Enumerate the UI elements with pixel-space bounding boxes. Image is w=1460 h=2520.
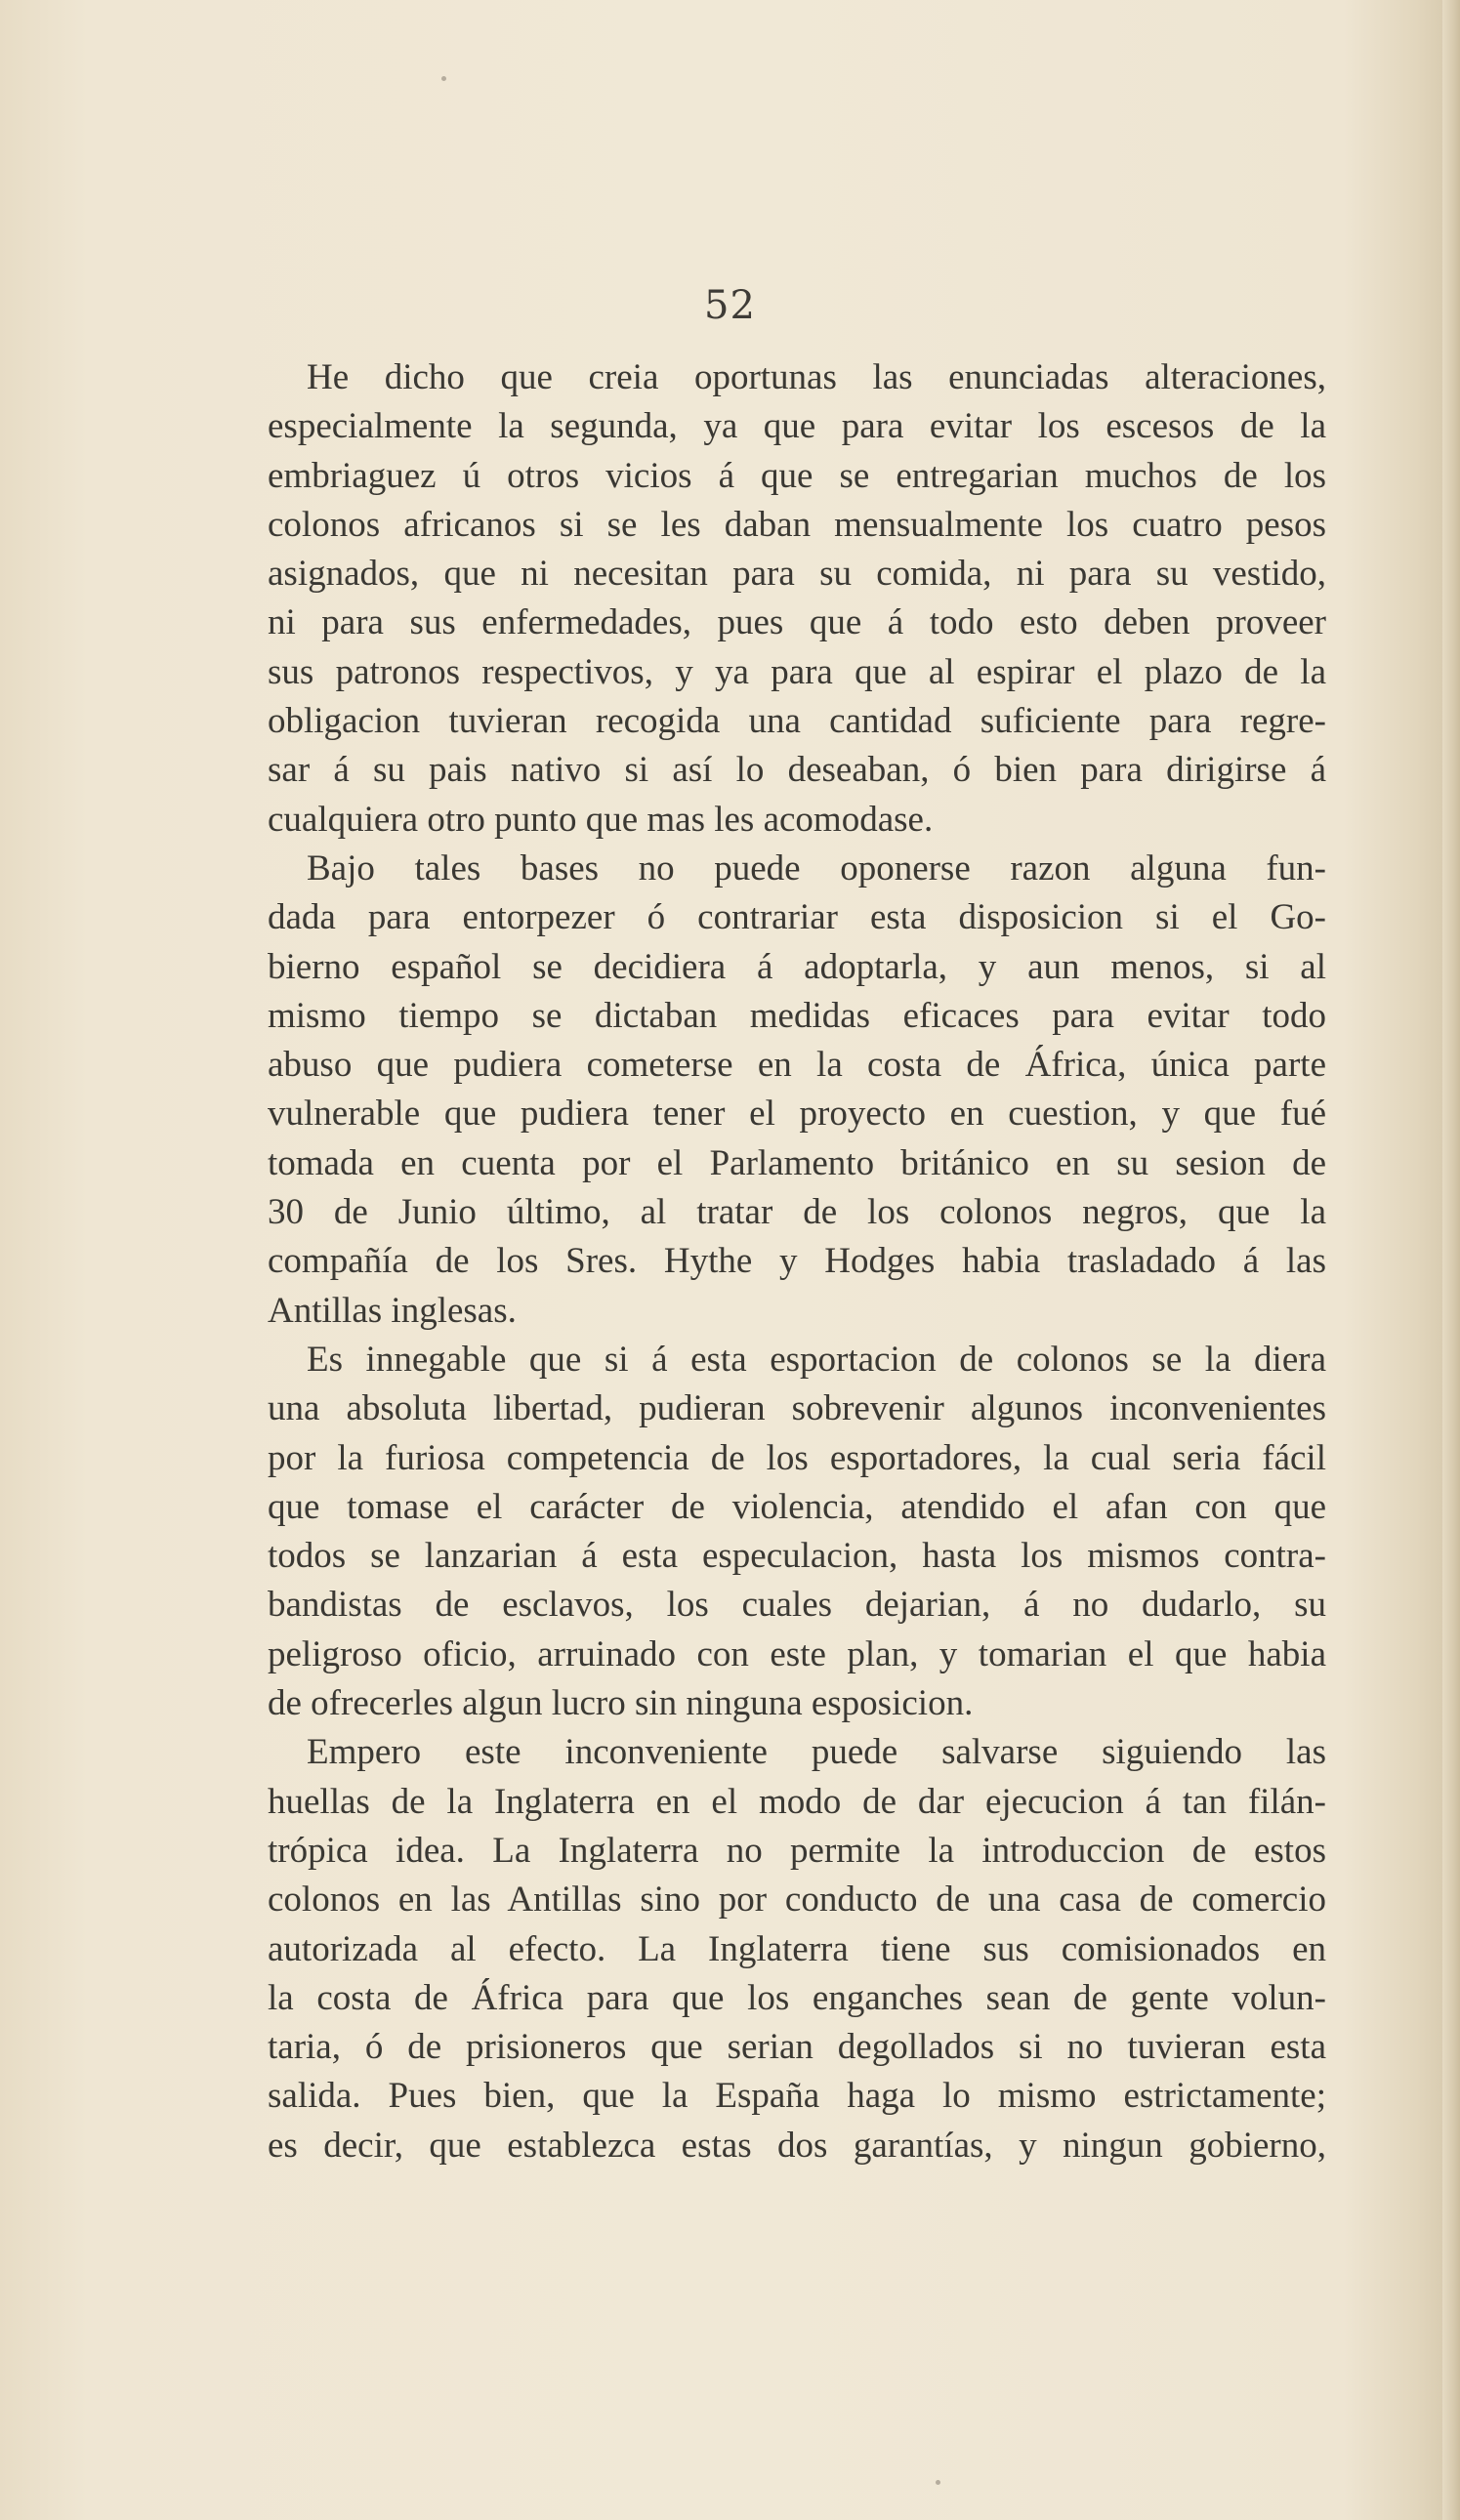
- text-line: dada para entorpezer ó contrariar esta disposicion si el Go-: [268, 897, 1326, 938]
- text-line: salida. Pues bien, que la España haga lo mismo estrictamente;: [268, 2076, 1326, 2117]
- page-edge: [1442, 0, 1460, 2520]
- body-text: [268, 353, 1326, 2170]
- text-line: sus patronos respectivos, y ya para que al espirar el plazo de la: [268, 651, 1326, 692]
- text-line: colonos en las Antillas sino por conducto de una casa de comercio: [268, 1880, 1326, 1921]
- paragraph-3: [268, 1336, 1326, 1728]
- text-line: bandistas de esclavos, los cuales dejarian, á no dudarlo, su: [268, 1585, 1326, 1626]
- text-line: peligroso oficio, arruinado con este plan, y tomarian el que habia: [268, 1633, 1326, 1674]
- text-line: 30 de Junio último, al tratar de los colonos negros, que la: [268, 1192, 1326, 1233]
- text-line: mismo tiempo se dictaban medidas eficaces para evitar todo: [268, 995, 1326, 1036]
- text-line: ni para sus enfermedades, pues que á todo esto deben proveer: [268, 602, 1326, 643]
- text-line: Bajo tales bases no puede oponerse razon alguna fun-: [307, 847, 1326, 888]
- text-line: embriaguez ú otros vicios á que se entregarian muchos de los: [268, 455, 1326, 496]
- text-line: Antillas inglesas.: [268, 1290, 517, 1331]
- text-line: sar á su pais nativo si así lo deseaban, ó bien para dirigirse á: [268, 750, 1326, 791]
- text-line: autorizada al efecto. La Inglaterra tiene sus comisionados en: [268, 1928, 1326, 1969]
- text-line: es decir, que establezca estas dos garantías, y ningun gobierno,: [268, 2125, 1326, 2166]
- text-line: cualquiera otro punto que mas les acomodase.: [268, 799, 934, 840]
- text-line: todos se lanzarian á esta especulacion, hasta los mismos contra-: [268, 1536, 1326, 1577]
- text-line: especialmente la segunda, ya que para evitar los escesos de la: [268, 406, 1326, 447]
- text-line: la costa de África para que los enganches sean de gente volun-: [268, 1977, 1326, 2018]
- page-number: 52: [704, 283, 756, 328]
- paragraph-2: [268, 845, 1326, 1336]
- paragraph-4: [268, 1728, 1326, 2170]
- text-line: bierno español se decidiera á adoptarla, y aun menos, si al: [268, 946, 1326, 987]
- text-line: por la furiosa competencia de los esportadores, la cual seria fácil: [268, 1437, 1326, 1478]
- text-line: que tomase el carácter de violencia, atendido el afan con que: [268, 1486, 1326, 1527]
- text-line: vulnerable que pudiera tener el proyecto en cuestion, y que fué: [268, 1094, 1326, 1135]
- text-line: Es innegable que si á esta esportacion de colonos se la diera: [307, 1339, 1326, 1380]
- text-line: abuso que pudiera cometerse en la costa de África, única parte: [268, 1045, 1326, 1086]
- text-line: taria, ó de prisioneros que serian degollados si no tuvieran esta: [268, 2027, 1326, 2068]
- text-line: He dicho que creia oportunas las enunciadas alteraciones,: [307, 357, 1326, 397]
- paper-speck: [441, 76, 446, 81]
- text-line: Empero este inconveniente puede salvarse siguiendo las: [307, 1732, 1326, 1773]
- paper-speck: [936, 2480, 940, 2485]
- text-line: compañía de los Sres. Hythe y Hodges habia trasladado á las: [268, 1241, 1326, 1282]
- text-line: colonos africanos si se les daban mensualmente los cuatro pesos: [268, 504, 1326, 545]
- text-line: tomada en cuenta por el Parlamento británico en su sesion de: [268, 1142, 1326, 1183]
- text-line: trópica idea. La Inglaterra no permite la introduccion de estos: [268, 1830, 1326, 1871]
- paragraph-1: [268, 353, 1326, 845]
- text-line: huellas de la Inglaterra en el modo de dar ejecucion á tan filán-: [268, 1781, 1326, 1822]
- text-line: de ofrecerles algun lucro sin ninguna esposicion.: [268, 1683, 974, 1724]
- text-line: asignados, que ni necesitan para su comida, ni para su vestido,: [268, 554, 1326, 595]
- text-line: una absoluta libertad, pudieran sobrevenir algunos inconvenientes: [268, 1388, 1326, 1429]
- text-line: obligacion tuvieran recogida una cantidad suficiente para regre-: [268, 701, 1326, 742]
